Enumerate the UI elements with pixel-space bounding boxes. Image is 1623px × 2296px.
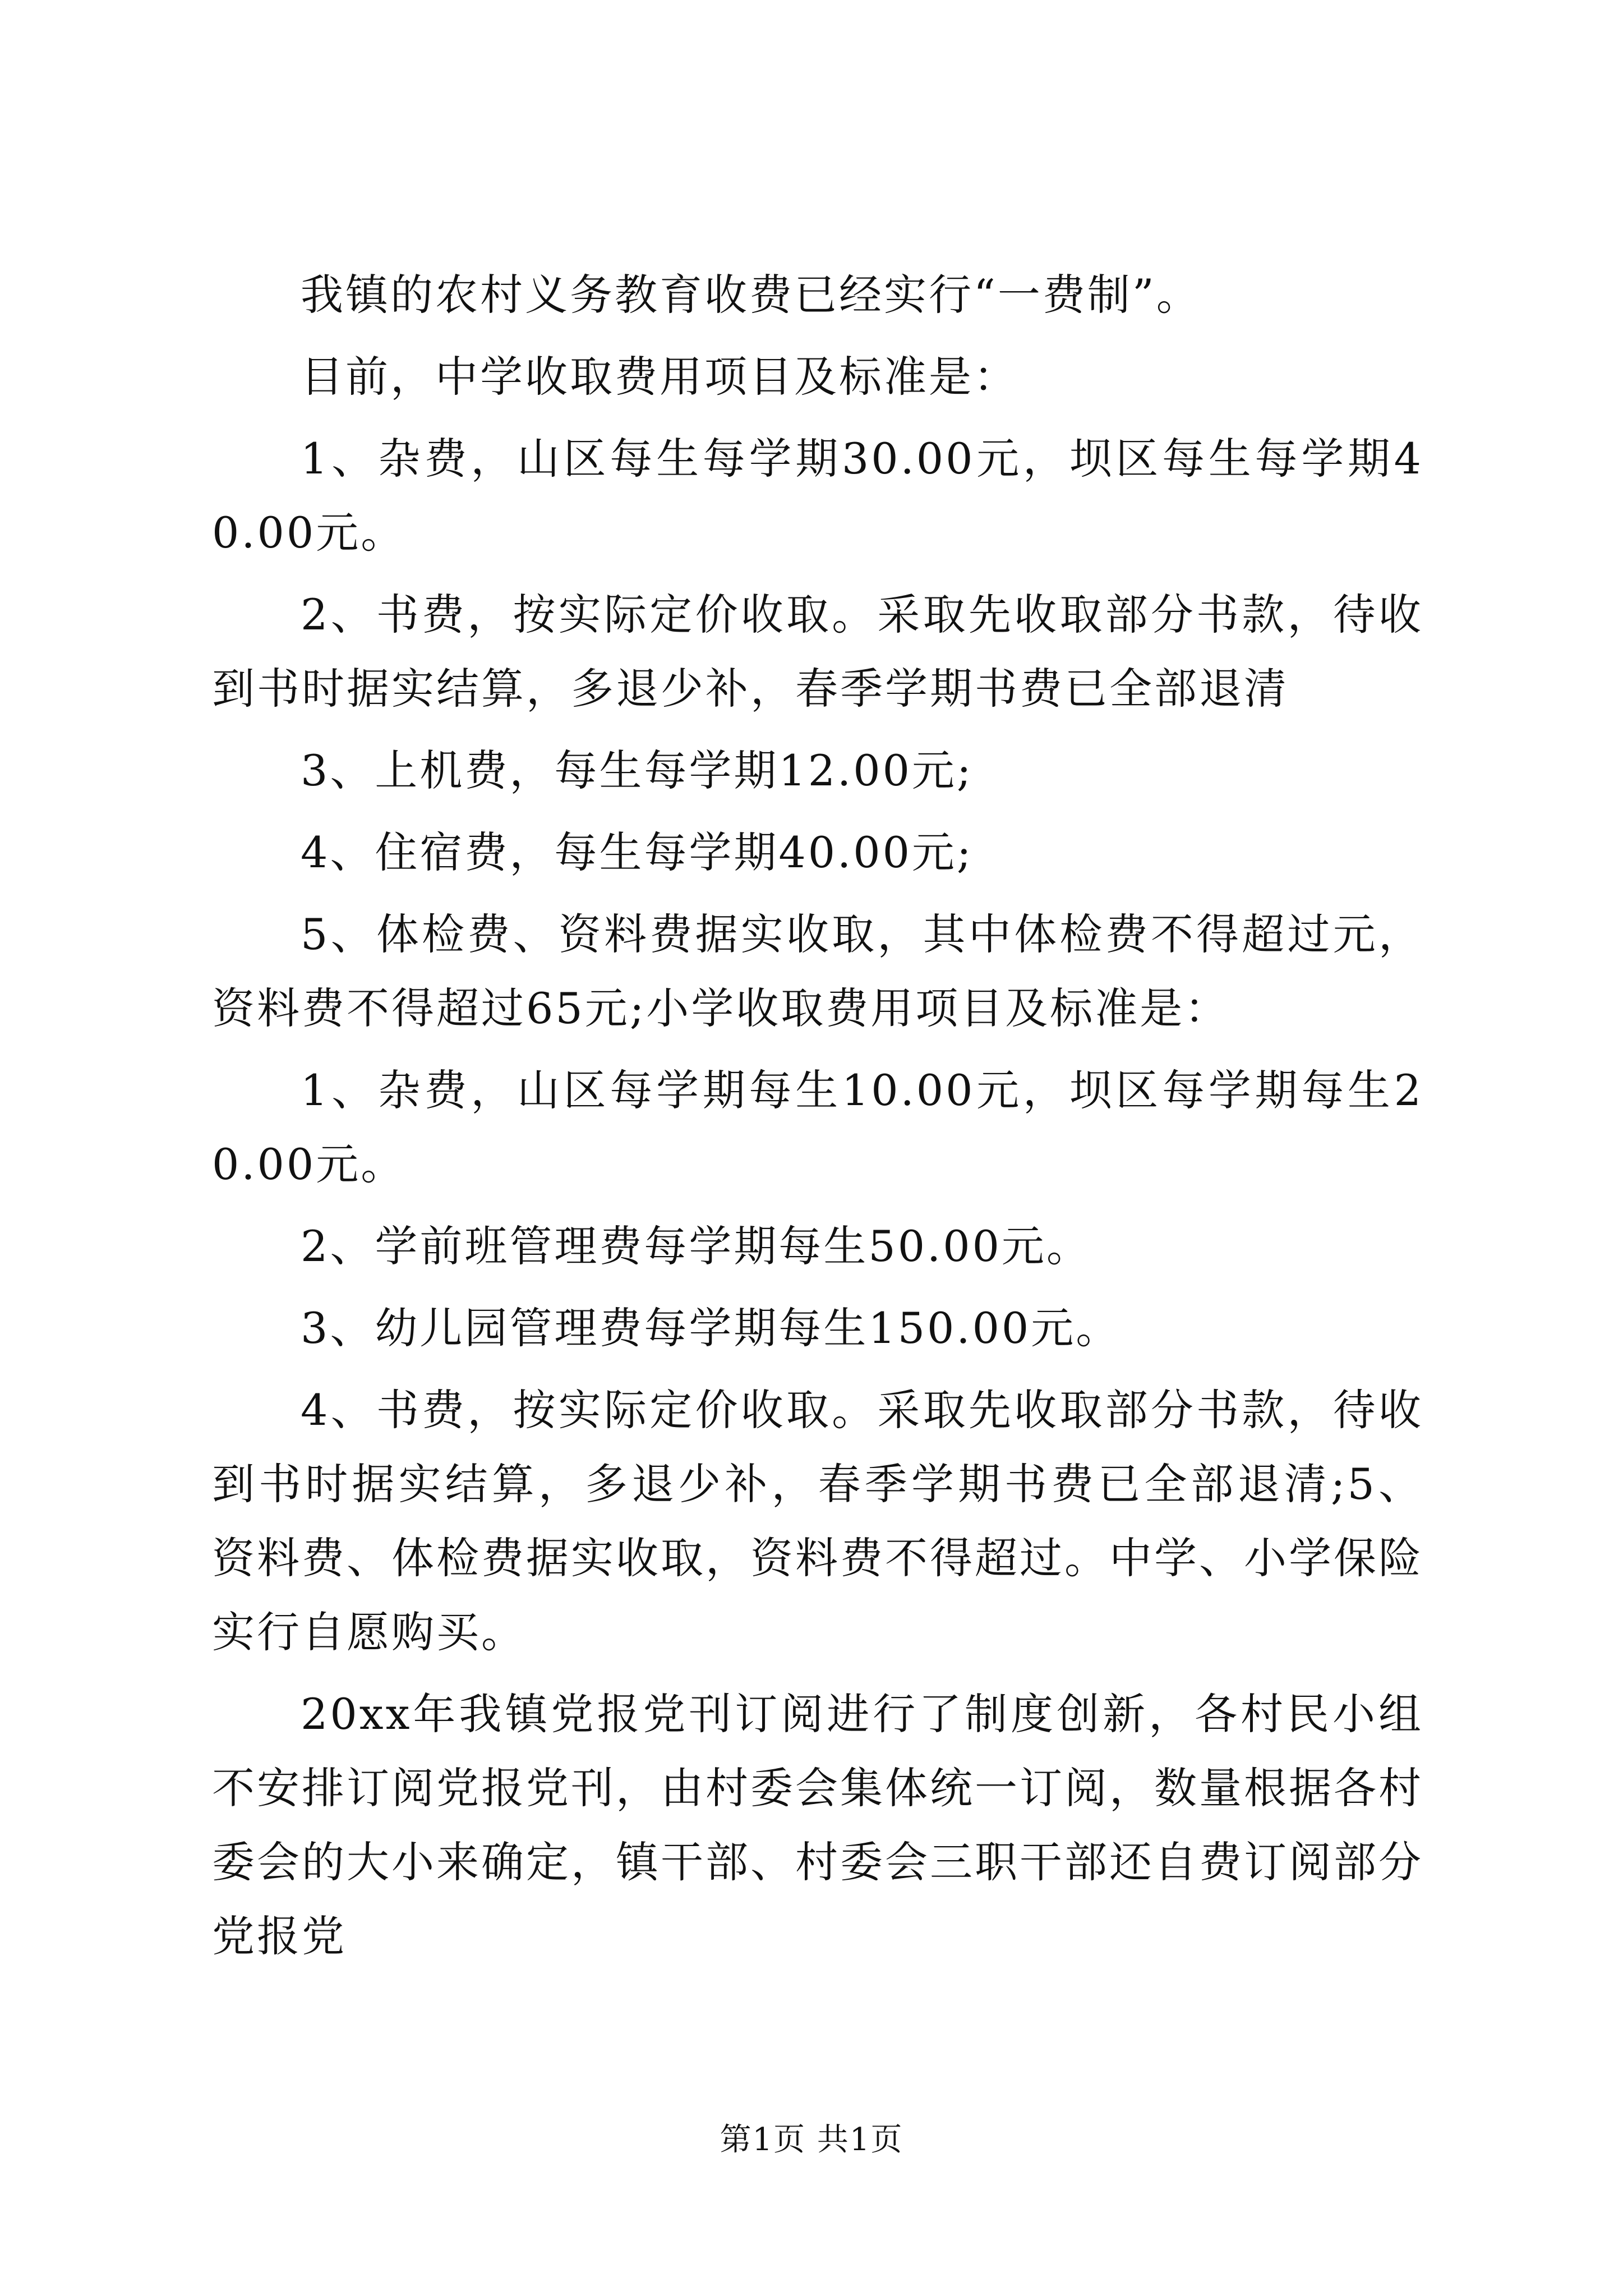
paragraph-7: 5、体检费、资料费据实收取，其中体检费不得超过元，资料费不得超过65元;小学收取费用项目及标准是： <box>212 909 1423 1033</box>
page-footer: 第1页 共1页 <box>720 2122 903 2158</box>
paragraph-8: 1、杂费，山区每学期每生10.00元，坝区每学期每生20.00元。 <box>212 1065 1423 1189</box>
paragraph-4: 2、书费，按实际定价收取。采取先收取部分书款，待收到书时据实结算，多退少补，春季学期书费已全部退清 <box>212 590 1423 714</box>
paragraph-11: 4、书费，按实际定价收取。采取先收取部分书款，待收到书时据实结算，多退少补，春季学期书费已全部退清;5、资料费、体检费据实收取，资料费不得超过。中学、小学保险实行自愿购买。 <box>212 1385 1423 1657</box>
paragraph-10: 3、幼儿园管理费每学期每生150.00元。 <box>301 1303 1121 1353</box>
paragraph-12: 20xx年我镇党报党刊订阅进行了制度创新，各村民小组不安排订阅党报党刊，由村委会集体统一订阅，数量根据各村委会的大小来确定，镇干部、村委会三职干部还自费订阅部分党报党 <box>212 1689 1423 1961</box>
paragraph-2: 目前，中学收取费用项目及标准是： <box>301 352 1018 402</box>
paragraph-1: 我镇的农村义务教育收费已经实行“一费制”。 <box>301 270 1201 320</box>
body-text <box>212 258 1423 1981</box>
paragraph-6: 4、住宿费，每生每学期40.00元; <box>301 827 974 877</box>
paragraph-5: 3、上机费，每生每学期12.00元; <box>301 746 974 795</box>
paragraph-9: 2、学前班管理费每学期每生50.00元。 <box>301 1221 1091 1271</box>
paragraph-3: 1、杂费，山区每生每学期30.00元，坝区每生每学期40.00元。 <box>212 434 1423 558</box>
